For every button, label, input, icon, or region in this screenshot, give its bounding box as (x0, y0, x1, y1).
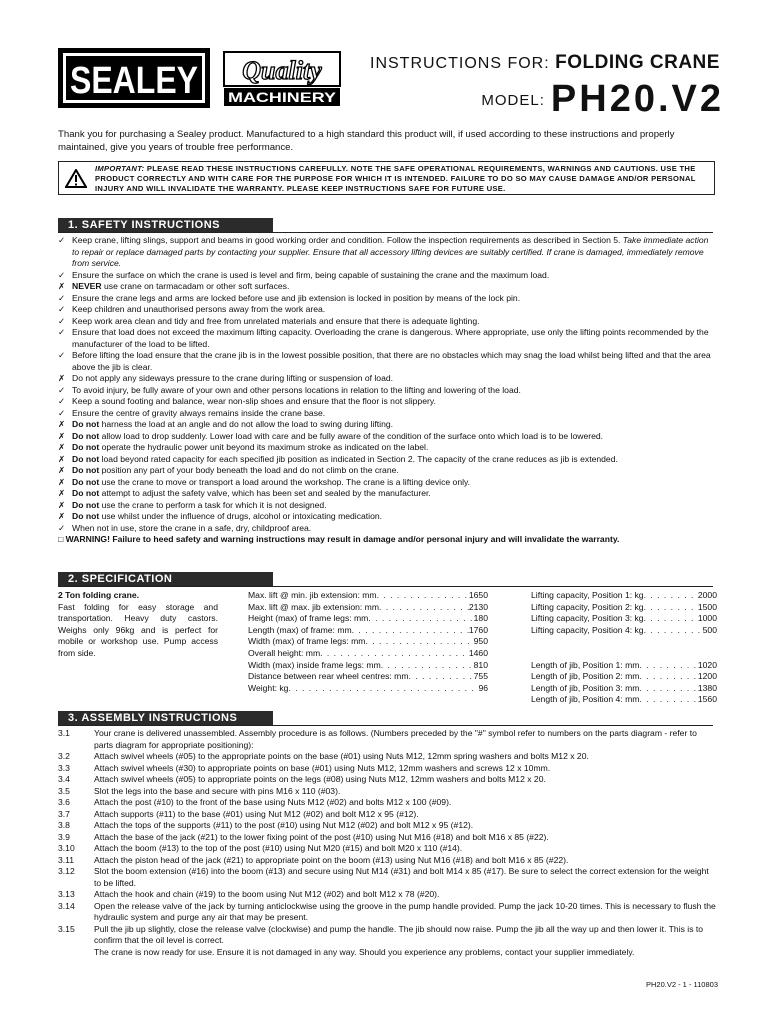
spec-description (58, 590, 218, 660)
safety-item (58, 523, 718, 535)
assembly-step (58, 820, 718, 832)
spec-value: 1380 (697, 682, 717, 693)
check-icon: ✓ (58, 350, 66, 360)
safety-item-text: use the crane to perform a task for which it is not designed. (99, 499, 327, 510)
safety-item-text: Keep children and unauthorised persons away from the work area. (72, 304, 326, 314)
spec-value: 1020 (697, 659, 717, 670)
safety-item-text: load beyond rated capacity for each specified jib position as indicated in Section 2. The capacity of the crane reduces as jib is extended. (99, 453, 618, 464)
assembly-step-number: 3.13 (58, 889, 75, 899)
cross-icon: ✗ (58, 373, 66, 383)
assembly-step (58, 728, 718, 751)
safety-item (58, 488, 718, 500)
assembly-step (58, 901, 718, 924)
spec-value: 1200 (697, 671, 717, 682)
instructions-prefix: INSTRUCTIONS FOR: (370, 55, 550, 72)
cross-icon: ✗ (58, 476, 66, 487)
safety-item-emphasis: Do not (72, 430, 100, 441)
warning-triangle-icon (65, 169, 87, 188)
spec-value: 180 (473, 613, 488, 624)
safety-item-text: Ensure the crane legs and arms are locked before use and jib extension is locked in position by means of the lock pin. (72, 292, 521, 303)
model-number: PH20.V2 (550, 78, 724, 120)
safety-item-text: allow load to drop suddenly. Lower load with care and be fully aware of the condition of the surface onto which load is to be lowered. (99, 430, 604, 441)
intro-text: Thank you for purchasing a Sealey product. Manufactured to a high standard this product will, if used according to these instructions and properly maintained, give you years of trouble free performance. (58, 129, 675, 153)
assembly-step (58, 889, 718, 901)
instructions-title (370, 52, 720, 74)
assembly-step-text: Attach the boom (#13) to the top of the post (#10) using Nut M20 (#15) and bolt M20 x 110 (#14). (94, 843, 463, 853)
spec-value: 810 (473, 659, 488, 670)
spec-title: 2 Ton folding crane. (58, 590, 140, 600)
check-icon: ✓ (58, 522, 66, 533)
cross-icon: ✗ (58, 511, 66, 521)
spec-text: Fast folding for easy storage and transportation. Heavy duty castors. Weighs only 96kg and is perfect for mobile or workshop use. Pump access from side. (58, 601, 218, 658)
spec-leader (352, 625, 469, 637)
spec-leader (644, 602, 698, 614)
safety-list (58, 235, 718, 546)
assembly-step-number: 3.1 (58, 728, 70, 738)
spec-value: 2130 (468, 601, 488, 612)
spec-leader (644, 613, 698, 625)
spec-label: Height (max) of frame legs: mm (248, 613, 369, 624)
spec-label: Length of jib, Position 3: mm (531, 682, 640, 693)
cross-icon: ✗ (58, 453, 66, 464)
spec-label: Distance between rear wheel centres: mm (248, 671, 409, 682)
assembly-step-number: 3.8 (58, 820, 70, 830)
spec-dimensions (248, 590, 488, 694)
safety-item-text: use the crane to move or transport a load around the workshop. The crane is a lifting device only. (99, 476, 471, 487)
spec-row (531, 590, 717, 602)
spec-label: Length (max) of frame: mm (248, 624, 352, 635)
spec-label: Lifting capacity, Position 4: kg (531, 624, 644, 635)
check-icon: ✓ (58, 269, 66, 280)
spec-value: 1560 (697, 694, 717, 705)
safety-item-text: Keep a sound footing and balance, wear non-slip shoes and ensure that the floor is not slippery. (72, 396, 436, 406)
quality-word: Quality (242, 56, 322, 85)
check-icon: ✓ (58, 407, 66, 418)
spec-value: 1650 (468, 590, 488, 600)
safety-item-text: Ensure the centre of gravity always remains inside the crane base. (72, 407, 326, 418)
assembly-step-number: 3.5 (58, 785, 70, 796)
important-label: IMPORTANT: (95, 164, 145, 173)
assembly-step-text: Attach swivel wheels (#05) to appropriate points on the legs (#08) using Nuts M12, 12mm washers and bolts M12 x 20. (94, 774, 546, 784)
cross-icon: ✗ (58, 419, 66, 429)
check-icon: ✓ (58, 235, 66, 245)
safety-item (58, 465, 718, 477)
safety-item-text: Do not apply any sideways pressure to the crane during lifting or suspension of load. (72, 373, 394, 383)
assembly-step-text: Attach the piston head of the jack (#21) to appropriate point on the boom (#13) using Nut M16 (#18) and bolt M16 x 85 (#22). (94, 854, 569, 865)
spec-row (531, 694, 717, 706)
assembly-step-number: 3.2 (58, 751, 70, 761)
spec-value: 1760 (468, 624, 488, 635)
safety-item (58, 408, 718, 420)
safety-item (58, 396, 718, 408)
section-header-safety (58, 218, 713, 233)
spec-label: Weight: kg (248, 682, 289, 693)
safety-item-text: Ensure that load does not exceed the maximum lifting capacity. Overloading the crane is dangerous. Where appropriate, use only the lifting points recommended by the manufacturer of the load to be lifted. (72, 327, 709, 349)
safety-item (58, 281, 718, 293)
spec-label: Lifting capacity, Position 3: kg (531, 613, 644, 624)
spec-label: Max. lift @ min. jib extension: mm (248, 590, 377, 600)
spec-row (248, 671, 488, 683)
spec-row (248, 660, 488, 672)
safety-item-text: operate the hydraulic power unit beyond its maximum stroke as indicated on the label. (99, 442, 429, 452)
sealey-logo (58, 48, 210, 108)
spec-leader (639, 671, 697, 683)
safety-item (58, 500, 718, 512)
spec-leader (320, 648, 469, 660)
safety-item (58, 350, 718, 373)
safety-item (58, 385, 718, 397)
section-title-safety: 1. SAFETY INSTRUCTIONS (68, 219, 220, 231)
spec-row (248, 648, 488, 660)
spec-row (531, 625, 717, 637)
spec-row (248, 590, 488, 602)
safety-item (58, 477, 718, 489)
spec-leader (639, 694, 697, 706)
cross-icon: ✗ (58, 430, 66, 441)
cross-icon: ✗ (58, 442, 66, 452)
safety-item-text: attempt to adjust the safety valve, which has been set and sealed by the manufacturer. (99, 488, 431, 498)
assembly-step-number: 3.4 (58, 774, 70, 784)
spec-row (248, 625, 488, 637)
assembly-step-text: Attach the hook and chain (#19) to the boom using Nut M12 (#02) and bolt M12 x 78 (#20). (94, 889, 440, 899)
spec-row (248, 683, 488, 695)
section-title-specification: 2. SPECIFICATION (68, 573, 173, 585)
assembly-list (58, 728, 718, 958)
spec-leader (379, 602, 469, 614)
assembly-step-text: Attach supports (#11) to the base (#01) using Nut M12 (#02) and bolt M12 x 95 (#12). (94, 808, 419, 819)
cross-icon: ✗ (58, 488, 66, 498)
assembly-step-number: 3.15 (58, 923, 75, 934)
assembly-step-text: The crane is now ready for use. Ensure it is not damaged in any way. Should you experience any problems, contact your supplier immediately. (94, 946, 635, 957)
safety-item-emphasis: Do not (72, 499, 100, 510)
assembly-step-number: 3.9 (58, 831, 70, 842)
cross-icon: ✗ (58, 281, 66, 291)
assembly-step-text: Attach swivel wheels (#30) to appropriate points on base (#01) using Nuts M12, 12mm washers and screws 12 x 10mm. (94, 762, 551, 773)
spec-leader (377, 590, 469, 602)
safety-item-emphasis: Do not (72, 476, 100, 487)
safety-item-note: Take immediate action to repair or replace damaged parts by contacting your supplier. Ensure that all accessory lifting devices are suitably certified. If crane is damaged, immediately remove from service. (72, 235, 709, 268)
important-notice-text (95, 164, 708, 194)
safety-item (58, 431, 718, 443)
assembly-step-number: 3.6 (58, 797, 70, 807)
spec-label: Length of jib, Position 1: mm (531, 659, 640, 670)
product-name: FOLDING CRANE (555, 52, 720, 73)
assembly-step (58, 924, 718, 947)
assembly-step-text: Attach the post (#10) to the front of the base using Nuts M12 (#02) and bolts M12 x 100 (#09). (94, 797, 452, 807)
check-icon: ✓ (58, 315, 66, 326)
spec-value: 950 (473, 636, 488, 647)
assembly-step-text: Attach the tops of the supports (#11) to the post (#10) using Nut M12 (#02) and bolt M12 x 95 (#12). (94, 820, 474, 830)
spec-leader (639, 660, 697, 672)
spec-value: 500 (702, 624, 717, 635)
assembly-step-text: Your crane is delivered unassembled. Assembly procedure is as follows. (Numbers preceded by the "#" symbol refer to numbers on the parts diagram - refer to parts diagram for appropriate positioning): (94, 728, 697, 750)
safety-item-emphasis: Do not (72, 442, 100, 452)
assembly-step (58, 947, 718, 959)
section-header-specification (58, 572, 713, 587)
safety-item-text: Keep crane, lifting slings, support and beams in good working order and condition. Follow the inspection requirements as described in Section 5. (72, 235, 623, 245)
safety-item-text: Before lifting the load ensure that the crane jib is in the lowest possible position, that there are no obstacles which may snag the load whilst being lifted and that the area above the jib is clear. (72, 350, 711, 372)
model-line (481, 78, 724, 121)
spec-row (531, 683, 717, 695)
assembly-step (58, 832, 718, 844)
spec-row (531, 602, 717, 614)
assembly-step (58, 763, 718, 775)
spec-row (248, 602, 488, 614)
spec-capacities (531, 590, 717, 706)
safety-item (58, 454, 718, 466)
spec-label: Overall height: mm (248, 647, 321, 658)
assembly-step-number: 3.14 (58, 900, 75, 911)
safety-item (58, 419, 718, 431)
check-icon: ✓ (58, 304, 66, 314)
assembly-step (58, 866, 718, 889)
spec-label: Max. lift @ max. jib extension: mm (248, 601, 379, 612)
safety-item (58, 304, 718, 316)
spec-row (248, 613, 488, 625)
spec-value: 755 (473, 671, 488, 682)
important-notice-box (58, 161, 715, 195)
safety-item (58, 511, 718, 523)
assembly-step-number: 3.11 (58, 854, 75, 865)
spec-label: Width (max) inside frame legs: mm (248, 659, 381, 670)
safety-item-emphasis: Do not (72, 465, 100, 475)
safety-item (58, 235, 718, 270)
section-title-assembly: 3. ASSEMBLY INSTRUCTIONS (68, 712, 238, 724)
page-footer: PH20.V2 - 1 - 110803 (646, 980, 718, 989)
safety-item (58, 442, 718, 454)
safety-item-emphasis: Do not (72, 511, 100, 521)
spec-value: 1460 (468, 647, 488, 658)
spec-value: 1000 (697, 613, 717, 624)
spec-label: Width (max) of frame legs: mm (248, 636, 366, 647)
important-body: PLEASE READ THESE INSTRUCTIONS CAREFULLY. NOTE THE SAFE OPERATIONAL REQUIREMENTS, WARNINGS AND CAUTIONS. USE THE PRODUCT CORRECTLY AND WITH CARE FOR THE PURPOSE FOR WHICH IT IS INTENDED. FAILURE TO DO SO MAY CAUSE DAMAGE AND/OR PERSONAL INJURY AND WILL INVALIDATE THE WARRANTY. PLEASE KEEP INSTRUCTIONS SAFE FOR FUTURE USE. (95, 164, 696, 193)
spec-row (531, 660, 717, 672)
assembly-step (58, 855, 718, 867)
spec-value: 96 (478, 682, 488, 693)
safety-item-text: To avoid injury, be fully aware of your own and other persons locations in relation to the lifting and lowering of the load. (72, 384, 521, 395)
safety-item (58, 327, 718, 350)
machinery-word: MACHINERY (228, 89, 337, 105)
check-icon: ✓ (58, 384, 66, 395)
spec-leader (365, 636, 473, 648)
spec-value: 2000 (697, 590, 717, 600)
assembly-step (58, 751, 718, 763)
assembly-step-text: Attach swivel wheels (#05) to the appropriate points on the base (#01) using Nuts M12, 12mm spring washers and bolts M12 x 20. (94, 751, 589, 761)
spec-leader (409, 671, 474, 683)
assembly-step-number: 3.3 (58, 762, 70, 773)
assembly-step-text: Pull the jib up slightly, close the release valve (clockwise) and pump the handle. The jib should now raise. Pump the jib all the way up and then lower it. This is to confirm that the oil level is correct. (94, 923, 704, 945)
check-icon: ✓ (58, 396, 66, 406)
section-header-assembly (58, 711, 713, 726)
assembly-step-text: Slot the boom extension (#16) into the boom (#13) and secure using Nut M14 (#31) and bolt M14 x 85 (#17). Be sure to select the correct extension for the weight to be lifted. (94, 866, 709, 888)
spec-spacer (531, 648, 717, 660)
spec-label: Lifting capacity, Position 2: kg (531, 601, 644, 612)
safety-item-text: harness the load at an angle and do not allow the load to swing during lifting. (99, 419, 394, 429)
spec-leader (381, 660, 474, 672)
safety-item-emphasis: NEVER (72, 281, 102, 291)
assembly-step (58, 774, 718, 786)
safety-item-emphasis: Do not (72, 419, 100, 429)
spec-label: Length of jib, Position 4: mm (531, 694, 640, 705)
assembly-step (58, 843, 718, 855)
assembly-step-number: 3.12 (58, 866, 75, 876)
safety-item (58, 316, 718, 328)
assembly-step-text: Slot the legs into the base and secure with pins M16 x 110 (#03). (94, 785, 341, 796)
spec-leader (644, 590, 698, 602)
model-label: MODEL: (481, 92, 545, 109)
safety-item-text: When not in use, store the crane in a safe, dry, childproof area. (72, 522, 312, 533)
safety-item (58, 373, 718, 385)
assembly-step-text: Attach the base of the jack (#21) to the lower fixing point of the post (#10) using Nut M16 (#18) and bolt M16 x 85 (#22). (94, 831, 549, 842)
safety-item-emphasis: Do not (72, 453, 100, 464)
assembly-step (58, 809, 718, 821)
warning-statement: □ WARNING! Failure to heed safety and warning instructions may result in damage and/or personal injury and will invalidate the warranty. (58, 534, 620, 544)
check-icon: ✓ (58, 327, 66, 337)
spec-leader (644, 625, 703, 637)
safety-item-text: Keep work area clean and tidy and free from unrelated materials and ensure that there is adequate lighting. (72, 315, 480, 326)
safety-item-text: position any part of your body beneath the load and do not climb on the crane. (99, 465, 399, 475)
safety-item (58, 270, 718, 282)
safety-item-text: use crane on tarmacadam or other soft surfaces. (101, 281, 290, 291)
check-icon: ✓ (58, 292, 66, 303)
assembly-step-number: 3.7 (58, 808, 70, 819)
quality-machinery-logo (216, 48, 344, 108)
spec-row (531, 613, 717, 625)
spec-leader (288, 683, 478, 695)
assembly-step (58, 797, 718, 809)
cross-icon: ✗ (58, 465, 66, 475)
spec-spacer (531, 636, 717, 648)
safety-item (58, 293, 718, 305)
spec-label: Length of jib, Position 2: mm (531, 671, 640, 682)
spec-leader (368, 613, 473, 625)
spec-row (531, 671, 717, 683)
spec-label: Lifting capacity, Position 1: kg (531, 590, 644, 600)
assembly-step (58, 786, 718, 798)
spec-row (248, 636, 488, 648)
assembly-step-number (58, 947, 94, 959)
spec-value: 1500 (697, 601, 717, 612)
safety-item-text: use whilst under the influence of drugs, alcohol or intoxicating medication. (99, 511, 383, 521)
safety-item-text: Ensure the surface on which the crane is used is level and firm, being capable of sustaining the crane and the maximum load. (72, 269, 550, 280)
safety-item-emphasis: Do not (72, 488, 100, 498)
spec-leader (639, 683, 697, 695)
assembly-step-text: Open the release valve of the jack by turning anticlockwise using the groove in the pump handle provided. Pump the jack 10-20 times. This is necessary to flush the hydraulic system and purge any air that may be present. (94, 900, 716, 922)
brand-name: SEALEY (70, 60, 198, 102)
cross-icon: ✗ (58, 499, 66, 510)
assembly-step-number: 3.10 (58, 843, 75, 853)
